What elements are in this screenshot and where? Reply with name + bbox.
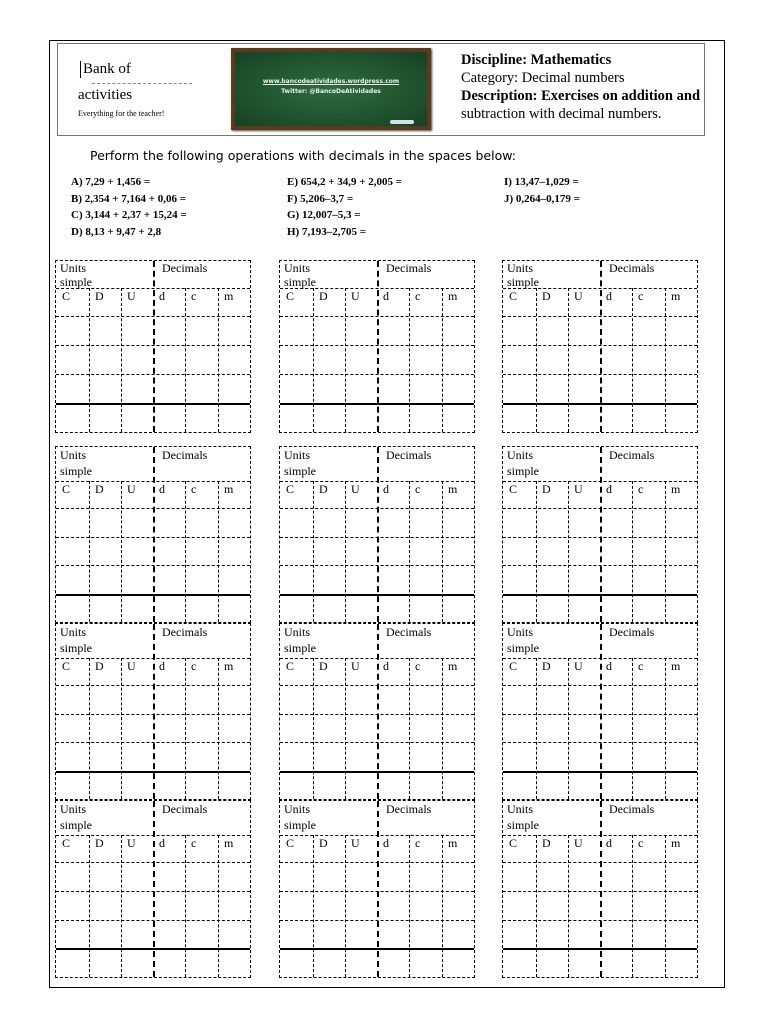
- column-line: [121, 835, 122, 977]
- row-line: [503, 345, 697, 346]
- units-word: Units: [60, 261, 87, 275]
- simple-word: simple: [507, 464, 539, 478]
- exercise-j: J) 0,264–0,179 =: [504, 193, 580, 205]
- simple-word: simple: [60, 464, 92, 478]
- column-header-U: U: [351, 482, 360, 496]
- board-twitter: Twitter: @BancoDeAtividades: [281, 88, 381, 95]
- column-line: [89, 481, 90, 622]
- row-line: [56, 742, 250, 743]
- row-line: [56, 508, 250, 509]
- column-header-m: m: [448, 289, 458, 303]
- row-line: [56, 714, 250, 715]
- column-line: [409, 835, 410, 977]
- decimals-label: Decimals: [609, 802, 655, 816]
- column-line: [218, 835, 219, 977]
- column-line: [632, 481, 633, 622]
- column-header-d: d: [606, 289, 612, 303]
- logo-line1: Bank of: [80, 61, 131, 78]
- column-line: [536, 835, 537, 977]
- row-line: [280, 714, 474, 715]
- column-header-c: c: [638, 836, 644, 850]
- units-word: Units: [60, 625, 87, 639]
- column-header-C: C: [509, 659, 518, 673]
- column-header-c: c: [415, 659, 421, 673]
- column-line: [409, 658, 410, 799]
- row-line: [56, 537, 250, 538]
- row-line: [56, 345, 250, 346]
- column-header-D: D: [542, 659, 551, 673]
- units-label: [507, 624, 539, 655]
- row-line: [56, 920, 250, 921]
- column-header-C: C: [62, 836, 71, 850]
- row-line: [280, 508, 474, 509]
- column-line: [121, 658, 122, 799]
- logo-line2: activities: [78, 87, 133, 103]
- column-header-c: c: [415, 836, 421, 850]
- column-header-c: c: [191, 289, 197, 303]
- result-line: [503, 403, 697, 405]
- column-line: [536, 481, 537, 622]
- column-header-C: C: [62, 289, 71, 303]
- decimals-label: Decimals: [386, 802, 432, 816]
- column-line: [665, 481, 666, 622]
- simple-word: simple: [284, 818, 316, 832]
- column-header-m: m: [671, 289, 681, 303]
- decimals-label: Decimals: [609, 625, 655, 639]
- column-header-m: m: [448, 836, 458, 850]
- column-line: [536, 658, 537, 799]
- column-header-m: m: [671, 482, 681, 496]
- column-header-d: d: [383, 482, 389, 496]
- units-word: Units: [284, 625, 311, 639]
- simple-word: simple: [284, 641, 316, 655]
- column-header-d: d: [383, 659, 389, 673]
- answer-grid: [279, 800, 475, 978]
- column-line: [568, 288, 569, 432]
- simple-word: simple: [507, 275, 539, 289]
- column-header-U: U: [574, 482, 583, 496]
- column-header-C: C: [509, 482, 518, 496]
- answer-grid: [502, 260, 698, 433]
- result-line: [56, 948, 250, 950]
- exercise-e: E) 654,2 + 34,9 + 2,005 =: [287, 176, 403, 188]
- column-header-c: c: [638, 659, 644, 673]
- column-header-U: U: [127, 482, 136, 496]
- column-line: [218, 658, 219, 799]
- exercise-d: D) 8,13 + 9,47 + 2,8: [71, 226, 162, 238]
- units-word: Units: [507, 802, 534, 816]
- answer-grid: [502, 800, 698, 978]
- units-word: Units: [284, 261, 311, 275]
- column-header-c: c: [191, 482, 197, 496]
- decimals-label: Decimals: [162, 802, 208, 816]
- column-line: [313, 288, 314, 432]
- column-line: [632, 288, 633, 432]
- row-line: [503, 565, 697, 566]
- column-header-C: C: [62, 659, 71, 673]
- column-line: [568, 481, 569, 622]
- simple-word: simple: [507, 641, 539, 655]
- column-header-C: C: [286, 836, 295, 850]
- units-label: [284, 624, 316, 655]
- row-line: [56, 891, 250, 892]
- column-header-C: C: [509, 289, 518, 303]
- row-line: [503, 685, 697, 686]
- row-line: [280, 742, 474, 743]
- decimal-point-line: [153, 801, 155, 977]
- description-label: Description: Exercises on addition and: [461, 88, 701, 104]
- worksheet-meta: [461, 51, 721, 123]
- column-header-U: U: [127, 289, 136, 303]
- column-header-d: d: [383, 289, 389, 303]
- column-header-m: m: [448, 482, 458, 496]
- column-header-U: U: [574, 659, 583, 673]
- decimals-label: Decimals: [386, 448, 432, 462]
- column-line: [313, 658, 314, 799]
- result-line: [280, 948, 474, 950]
- column-header-D: D: [319, 659, 328, 673]
- row-line: [56, 565, 250, 566]
- column-line: [218, 288, 219, 432]
- column-header-D: D: [319, 482, 328, 496]
- row-line: [503, 891, 697, 892]
- row-line: [280, 891, 474, 892]
- answer-grid: [502, 446, 698, 623]
- category-label: Category: Decimal numbers: [461, 70, 625, 86]
- answer-grid: [279, 623, 475, 800]
- units-word: Units: [507, 448, 534, 462]
- column-header-m: m: [448, 659, 458, 673]
- decimals-label: Decimals: [609, 448, 655, 462]
- row-line: [503, 714, 697, 715]
- column-header-U: U: [127, 836, 136, 850]
- decimals-label: Decimals: [609, 261, 655, 275]
- instruction-text: Perform the following operations with decimals in the spaces below:: [90, 148, 516, 163]
- units-word: Units: [60, 802, 87, 816]
- decimals-label: Decimals: [162, 261, 208, 275]
- column-header-c: c: [415, 482, 421, 496]
- result-line: [56, 594, 250, 596]
- column-line: [345, 835, 346, 977]
- row-line: [280, 920, 474, 921]
- result-line: [503, 948, 697, 950]
- row-line: [503, 920, 697, 921]
- decimals-label: Decimals: [162, 448, 208, 462]
- column-header-C: C: [62, 482, 71, 496]
- exercise-i: I) 13,47–1,029 =: [504, 176, 579, 188]
- logo: [78, 61, 218, 121]
- decimals-label: Decimals: [386, 625, 432, 639]
- exercise-h: H) 7,193–2,705 =: [287, 226, 366, 238]
- chalkboard-image: [231, 48, 431, 130]
- result-line: [503, 771, 697, 773]
- column-line: [665, 288, 666, 432]
- decimal-point-line: [153, 261, 155, 432]
- row-line: [56, 316, 250, 317]
- column-line: [536, 288, 537, 432]
- column-line: [313, 481, 314, 622]
- column-header-d: d: [159, 659, 165, 673]
- simple-word: simple: [284, 464, 316, 478]
- column-line: [409, 481, 410, 622]
- exercise-b: B) 2,354 + 7,164 + 0,06 =: [71, 193, 187, 205]
- column-header-m: m: [224, 482, 234, 496]
- column-header-D: D: [95, 482, 104, 496]
- column-header-D: D: [95, 659, 104, 673]
- result-line: [280, 771, 474, 773]
- row-line: [56, 374, 250, 375]
- column-line: [121, 288, 122, 432]
- units-word: Units: [60, 448, 87, 462]
- column-line: [409, 288, 410, 432]
- units-label: [507, 261, 539, 289]
- row-line: [280, 862, 474, 863]
- exercise-g: G) 12,007–5,3 =: [287, 209, 361, 221]
- decimal-point-line: [377, 801, 379, 977]
- column-header-D: D: [319, 289, 328, 303]
- column-header-c: c: [191, 659, 197, 673]
- units-word: Units: [507, 625, 534, 639]
- column-header-c: c: [415, 289, 421, 303]
- column-line: [89, 658, 90, 799]
- column-line: [442, 288, 443, 432]
- result-line: [56, 403, 250, 405]
- column-line: [568, 835, 569, 977]
- units-label: [284, 801, 316, 832]
- column-header-c: c: [638, 482, 644, 496]
- answer-grid: [55, 446, 251, 623]
- simple-word: simple: [60, 818, 92, 832]
- result-line: [280, 403, 474, 405]
- column-line: [442, 835, 443, 977]
- row-line: [503, 742, 697, 743]
- simple-word: simple: [284, 275, 316, 289]
- column-line: [121, 481, 122, 622]
- column-header-U: U: [127, 659, 136, 673]
- simple-word: simple: [60, 275, 92, 289]
- row-line: [280, 537, 474, 538]
- units-word: Units: [284, 448, 311, 462]
- column-line: [89, 288, 90, 432]
- discipline-label: Discipline: Mathematics: [461, 52, 612, 68]
- decimal-point-line: [377, 261, 379, 432]
- column-line: [345, 658, 346, 799]
- column-line: [345, 288, 346, 432]
- units-label: [284, 261, 316, 289]
- column-header-C: C: [509, 836, 518, 850]
- result-line: [280, 594, 474, 596]
- decimals-label: Decimals: [162, 625, 208, 639]
- description-text: subtraction with decimal numbers.: [461, 106, 662, 122]
- answer-grid: [502, 623, 698, 800]
- row-line: [503, 374, 697, 375]
- row-line: [280, 316, 474, 317]
- column-line: [442, 481, 443, 622]
- column-line: [185, 835, 186, 977]
- decimals-label: Decimals: [386, 261, 432, 275]
- decimal-point-line: [600, 801, 602, 977]
- result-line: [56, 771, 250, 773]
- column-line: [185, 481, 186, 622]
- column-header-C: C: [286, 659, 295, 673]
- exercise-a: A) 7,29 + 1,456 =: [71, 176, 151, 188]
- row-line: [280, 374, 474, 375]
- column-line: [442, 658, 443, 799]
- column-header-d: d: [383, 836, 389, 850]
- logo-divider: [92, 83, 192, 84]
- column-header-m: m: [671, 659, 681, 673]
- column-header-m: m: [224, 289, 234, 303]
- answer-grid: [279, 260, 475, 433]
- column-line: [313, 835, 314, 977]
- answer-grid: [279, 446, 475, 623]
- chalk-ledge: [390, 120, 414, 124]
- column-header-d: d: [606, 482, 612, 496]
- exercise-c: C) 3,144 + 2,37 + 15,24 =: [71, 209, 187, 221]
- column-header-U: U: [574, 836, 583, 850]
- column-line: [632, 658, 633, 799]
- board-url: www.bancodeatividades.wordpress.com: [262, 78, 400, 85]
- column-header-m: m: [671, 836, 681, 850]
- row-line: [56, 685, 250, 686]
- units-label: [60, 261, 92, 289]
- row-line: [503, 537, 697, 538]
- column-line: [185, 288, 186, 432]
- answer-grid: [55, 623, 251, 800]
- simple-word: simple: [60, 641, 92, 655]
- units-label: [507, 801, 539, 832]
- column-header-d: d: [606, 659, 612, 673]
- column-header-U: U: [351, 659, 360, 673]
- column-header-m: m: [224, 836, 234, 850]
- column-line: [89, 835, 90, 977]
- column-line: [218, 481, 219, 622]
- row-line: [56, 862, 250, 863]
- column-header-D: D: [542, 836, 551, 850]
- units-label: [60, 447, 92, 478]
- column-header-D: D: [95, 836, 104, 850]
- column-line: [345, 481, 346, 622]
- answer-grid: [55, 800, 251, 978]
- units-word: Units: [284, 802, 311, 816]
- column-header-D: D: [542, 289, 551, 303]
- column-header-C: C: [286, 482, 295, 496]
- units-label: [60, 801, 92, 832]
- decimal-point-line: [600, 261, 602, 432]
- column-line: [665, 658, 666, 799]
- simple-word: simple: [507, 818, 539, 832]
- row-line: [503, 316, 697, 317]
- column-header-d: d: [159, 482, 165, 496]
- logo-tagline: Everything for the teacher!: [78, 109, 165, 118]
- column-header-m: m: [224, 659, 234, 673]
- column-header-c: c: [191, 836, 197, 850]
- row-line: [503, 508, 697, 509]
- column-line: [185, 658, 186, 799]
- column-header-D: D: [542, 482, 551, 496]
- column-header-d: d: [606, 836, 612, 850]
- units-label: [60, 624, 92, 655]
- column-header-c: c: [638, 289, 644, 303]
- answer-grid: [55, 260, 251, 433]
- column-header-d: d: [159, 836, 165, 850]
- column-header-U: U: [351, 289, 360, 303]
- column-header-D: D: [319, 836, 328, 850]
- column-line: [665, 835, 666, 977]
- column-line: [568, 658, 569, 799]
- column-line: [632, 835, 633, 977]
- row-line: [280, 565, 474, 566]
- units-label: [507, 447, 539, 478]
- exercise-f: F) 5,206–3,7 =: [287, 193, 354, 205]
- column-header-C: C: [286, 289, 295, 303]
- column-header-D: D: [95, 289, 104, 303]
- units-word: Units: [507, 261, 534, 275]
- row-line: [280, 685, 474, 686]
- column-header-d: d: [159, 289, 165, 303]
- column-header-U: U: [574, 289, 583, 303]
- row-line: [280, 345, 474, 346]
- column-header-U: U: [351, 836, 360, 850]
- row-line: [503, 862, 697, 863]
- units-label: [284, 447, 316, 478]
- result-line: [503, 594, 697, 596]
